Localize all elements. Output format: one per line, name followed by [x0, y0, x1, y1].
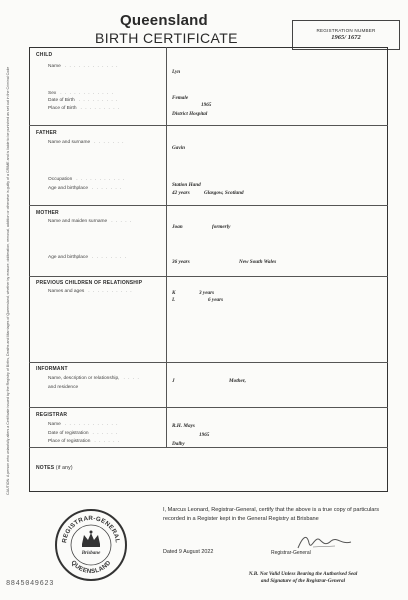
previous-child-1-initial: K: [172, 290, 176, 296]
validity-note-line2: and Signature of the Registrar-General: [260, 578, 346, 584]
child-sex-value: Female: [172, 95, 189, 101]
registration-number-label: REGISTRATION NUMBER: [316, 28, 376, 33]
section-divider: [29, 125, 388, 126]
section-divider: [29, 362, 388, 363]
registrar-heading: REGISTRAR: [36, 412, 68, 418]
certificate-title: BIRTH CERTIFICATE: [95, 30, 238, 46]
seal-city: Brisbane: [81, 551, 101, 556]
child-dob-value: 1965: [201, 102, 212, 108]
registration-number-box: [292, 20, 400, 50]
column-divider: [166, 47, 167, 447]
mother-name-label: Name and maiden surname . . . . .: [48, 219, 133, 224]
previous-child-1-age: 3 years: [199, 290, 215, 296]
child-name-value: Lyn: [172, 69, 181, 75]
certificate-title-state: Queensland: [120, 12, 208, 29]
father-age-label: Age and birthplace . . . . . . .: [48, 186, 123, 191]
crown-icon: [82, 531, 100, 548]
registrar-place-value: Dalby: [172, 441, 185, 447]
certification-text: I, Marcus Leonard, Registrar-General, certify that the above is a true copy of particulars recorded in a Register kept in the General Registry at Brisbane: [163, 507, 380, 522]
registrar-date-label: Date of registration . . . . . .: [48, 431, 119, 436]
caution-side-text: CAUTION: A person who unlawfully alters a Certificate issued by the Registry of Births, Deaths and Marriages of Queensland, whether by erasure, obliteration, removal, addition or otherwise is guilty of a CRIME and is liable to be punished as set out in the Criminal Code: [6, 66, 10, 495]
child-pob-label: Place of Birth . . . . . . . . .: [48, 106, 121, 111]
previous-child-2-initial: L: [172, 297, 176, 303]
registration-number-value: 1965/ 1672: [331, 34, 361, 41]
father-occupation-label: Occupation . . . . . . . . . . .: [48, 177, 126, 182]
father-heading: FATHER: [36, 130, 57, 136]
svg-text:QUEENSLAND: [70, 559, 113, 575]
child-name-label: Name . . . . . . . . . . . .: [48, 64, 119, 69]
mother-age-label: Age and birthplace . . . . . . . .: [48, 255, 128, 260]
father-name-label: Name and surname . . . . . . .: [48, 140, 125, 145]
mother-maiden-value: formerly: [212, 224, 231, 230]
child-heading: CHILD: [36, 52, 53, 58]
informant-label-line1: Name, description or relationship, . . . .: [48, 376, 140, 381]
informant-relationship: Mother,: [229, 378, 246, 384]
mother-birthplace-value: New South Wales: [239, 259, 277, 265]
informant-heading: INFORMANT: [36, 366, 68, 372]
previous-child-2-age: 6 years: [208, 297, 224, 303]
father-name-value: Gavin: [172, 145, 185, 151]
seal-top-text: REGISTRAR-GENERAL: [61, 514, 121, 544]
section-divider: [29, 276, 388, 277]
mother-heading: MOTHER: [36, 210, 59, 216]
validity-note-line1: N.B. Not Valid Unless Bearing the Authorised Seal: [248, 571, 358, 577]
mother-age-value: 36 years: [172, 259, 190, 265]
child-pob-value: District Hospital: [172, 111, 208, 117]
seal-bottom-text: QUEENSLAND: [69, 559, 113, 576]
registrar-date-value: 1965: [199, 432, 210, 438]
section-divider: [29, 407, 388, 408]
informant-label-line2: and residence: [48, 385, 79, 390]
validity-note: [213, 571, 393, 585]
registrar-name-label: Name . . . . . . . . . . . .: [48, 422, 119, 427]
notes-heading: NOTES (if any): [36, 465, 73, 471]
mother-name-value: Joan: [172, 224, 183, 230]
father-occupation-value: Station Hand: [172, 182, 201, 188]
signature-label: Registrar-General: [271, 550, 311, 556]
section-divider: [29, 205, 388, 206]
previous-children-label: Names and ages . . . . . . . . . .: [48, 289, 133, 294]
father-age-value: 42 years: [172, 190, 190, 196]
registrar-name-value: R.H. Mays: [172, 423, 195, 429]
seal-graphic: [57, 511, 125, 579]
section-divider: [29, 447, 388, 448]
informant-initial: J: [172, 378, 175, 384]
registrar-general-seal: [55, 509, 127, 581]
child-sex-label: Sex . . . . . . . . . . . .: [48, 91, 114, 96]
previous-children-heading: PREVIOUS CHILDREN OF RELATIONSHIP: [36, 280, 143, 286]
certification-date: Dated 9 August 2022: [163, 549, 214, 555]
child-dob-label: Date of Birth . . . . . . . . .: [48, 98, 119, 103]
registrar-place-label: Place of registration . . . . . .: [48, 439, 121, 444]
father-birthplace-value: Glasgow, Scotland: [204, 190, 244, 196]
serial-number: 8845049623: [6, 580, 55, 588]
